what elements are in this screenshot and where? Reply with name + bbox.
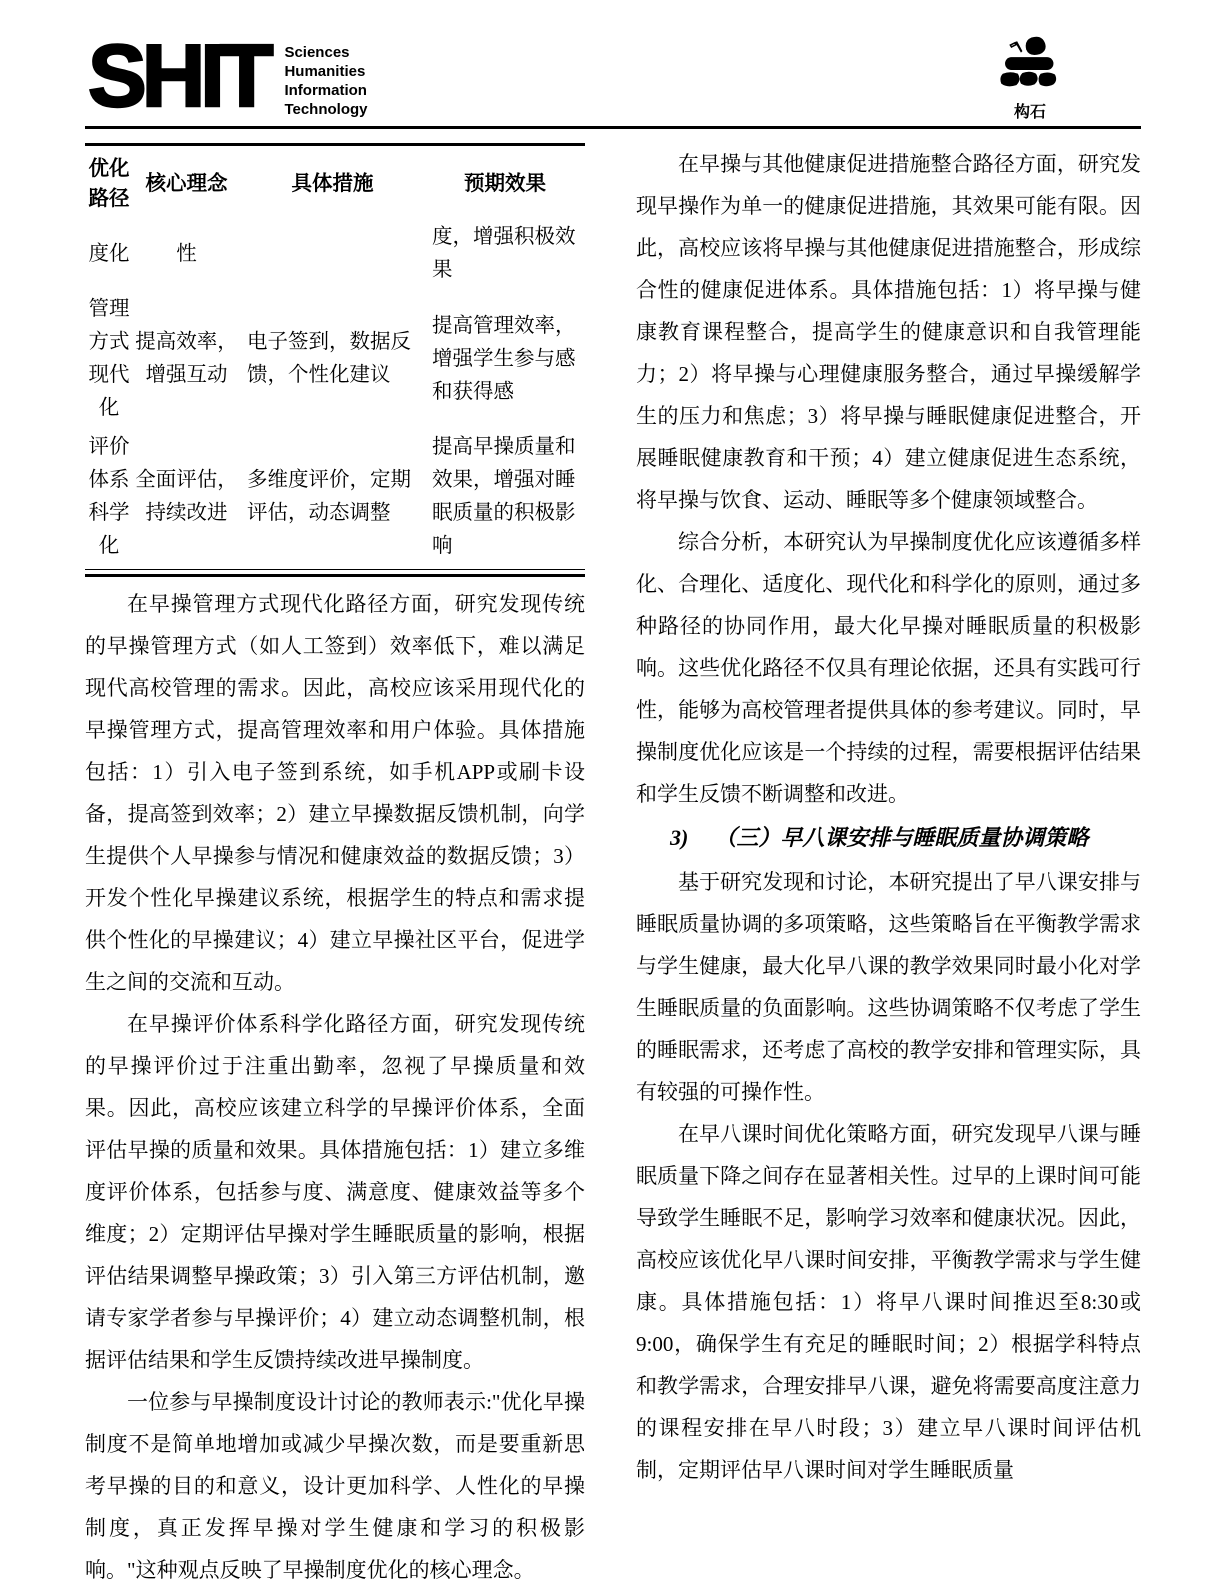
table-cell: 度化 — [88, 242, 130, 265]
logo-subtext — [284, 43, 367, 119]
col-header-measures: 具体措施 — [291, 173, 374, 195]
table-cell: 性 — [176, 242, 197, 265]
table-wrapper — [85, 143, 585, 577]
table-cell: 全面评估，持续改进 — [135, 469, 238, 524]
col-header-effect: 预期效果 — [464, 173, 546, 195]
table-cell: 评价体系科学化 — [88, 436, 130, 557]
table-cell: 电子签到，数据反馈，个性化建议 — [247, 331, 411, 386]
table-cell: 提高早操质量和效果，增强对睡眠质量的积极影响 — [432, 436, 576, 557]
shit-logo-text: SHIT — [88, 26, 269, 125]
paragraph: 在早操评价体系科学化路径方面，研究发现传统的早操评价过于注重出勤率，忽视了早操质量和效果。因此，高校应该建立科学的早操评价体系，全面评估早操的质量和效果。具体措施包括：1）建立多维度评价体系，包括参与度、满意度、健康效益等多个维度；2）定期评估早操对学生睡眠质量的影响，根据评估结果调整早操政策；3）引入第三方评估机制，邀请专家学者参与早操评价；4）建立动态调整机制，根据评估结果和学生反馈持续改进早操制度。 — [85, 1012, 585, 1372]
section-heading — [636, 815, 1141, 861]
brand-label: 构石 — [1013, 104, 1046, 121]
table-cell — [240, 218, 425, 290]
publisher-brand — [984, 36, 1076, 122]
paragraph: 一位参与早操制度设计讨论的教师表示:"优化早操制度不是简单地增加或减少早操次数，而是要重新思考早操的目的和意义，设计更加科学、人性化的早操制度，真正发挥早操对学生健康和学习的积极影响。"这种观点反映了早操制度优化的核心理念。 — [85, 1390, 585, 1582]
article-body — [85, 143, 1141, 1584]
col-header-path: 优化路径 — [88, 158, 130, 210]
paragraph: 综合分析，本研究认为早操制度优化应该遵循多样化、合理化、适度化、现代化和科学化的原则，通过多种路径的协同作用，最大化早操对睡眠质量的积极影响。这些优化路径不仅具有理论依据，还具有实践可行性，能够为高校管理者提供具体的参考建议。同时，早操制度优化应该是一个持续的过程，需要根据评估结果和学生反馈不断调整和改进。 — [636, 530, 1141, 806]
table-row — [85, 218, 585, 290]
table-cell: 管理方式现代化 — [88, 298, 130, 419]
table-cell: 提高管理效率，增强学生参与感和获得感 — [432, 314, 576, 403]
col-header-concept: 核心理念 — [145, 173, 228, 195]
logo-sub-line: Humanities — [284, 63, 366, 80]
right-column — [636, 143, 1141, 1584]
table-row — [85, 428, 585, 570]
table-cell: 度，增强积极效果 — [432, 226, 576, 281]
heading-title: （三）早八课安排与睡眠质量协调策略 — [714, 825, 1089, 850]
logo-sub-line: Sciences — [284, 44, 350, 61]
table-row — [85, 290, 585, 428]
stone-pile-icon — [984, 36, 1076, 98]
paragraph: 在早操与其他健康促进措施整合路径方面，研究发现早操作为单一的健康促进措施，其效果可能有限。因此，高校应该将早操与其他健康促进措施整合，形成综合性的健康促进体系。具体措施包括：1）将早操与健康教育课程整合，提高学生的健康意识和自我管理能力；2）将早操与心理健康服务整合，通过早操缓解学生的压力和焦虑；3）将早操与睡眠健康促进整合，开展睡眠健康教育和干预；4）建立健康促进生态系统，将早操与饮食、运动、睡眠等多个健康领域整合。 — [636, 152, 1141, 512]
table-cell: 提高效率，增强互动 — [135, 331, 238, 386]
paragraph: 在早操管理方式现代化路径方面，研究发现传统的早操管理方式（如人工签到）效率低下，难以满足现代高校管理的需求。因此，高校应该采用现代化的早操管理方式，提高管理效率和用户体验。具体措施包括：1）引入电子签到系统，如手机APP或刷卡设备，提高签到效率；2）建立早操数据反馈机制，向学生提供个人早操参与情况和健康效益的数据反馈；3）开发个性化早操建议系统，根据学生的特点和需求提供个性化的早操建议；4）建立早操社区平台，促进学生之间的交流和互动。 — [85, 592, 585, 994]
table-cell: 多维度评价，定期评估，动态调整 — [247, 469, 411, 524]
table-header-row — [85, 145, 585, 219]
header-divider — [85, 126, 1141, 129]
paragraph: 基于研究发现和讨论，本研究提出了早八课安排与睡眠质量协调的多项策略，这些策略旨在平衡教学需求与学生健康，最大化早八课的教学效果同时最小化对学生睡眠质量的负面影响。这些协调策略不仅考虑了学生的睡眠需求，还考虑了高校的教学安排和管理实际，具有较强的可操作性。 — [636, 870, 1141, 1104]
optimization-table — [85, 143, 585, 570]
heading-number: 3) — [670, 825, 689, 850]
journal-logo — [88, 26, 368, 125]
logo-sub-line: Information — [284, 82, 367, 99]
left-column — [85, 143, 585, 1584]
logo-sub-line: Technology — [284, 101, 368, 118]
paragraph: 在早八课时间优化策略方面，研究发现早八课与睡眠质量下降之间存在显著相关性。过早的上课时间可能导致学生睡眠不足，影响学习效率和健康状况。因此，高校应该优化早八课时间安排，平衡教学需求与学生健康。具体措施包括：1）将早八课时间推迟至8:30或9:00，确保学生有充足的睡眠时间；2）根据学科特点和教学需求，合理安排早八课，避免将需要高度注意力的课程安排在早八时段；3）建立早八课时间评估机制，定期评估早八课时间对学生睡眠质量 — [636, 1122, 1141, 1482]
